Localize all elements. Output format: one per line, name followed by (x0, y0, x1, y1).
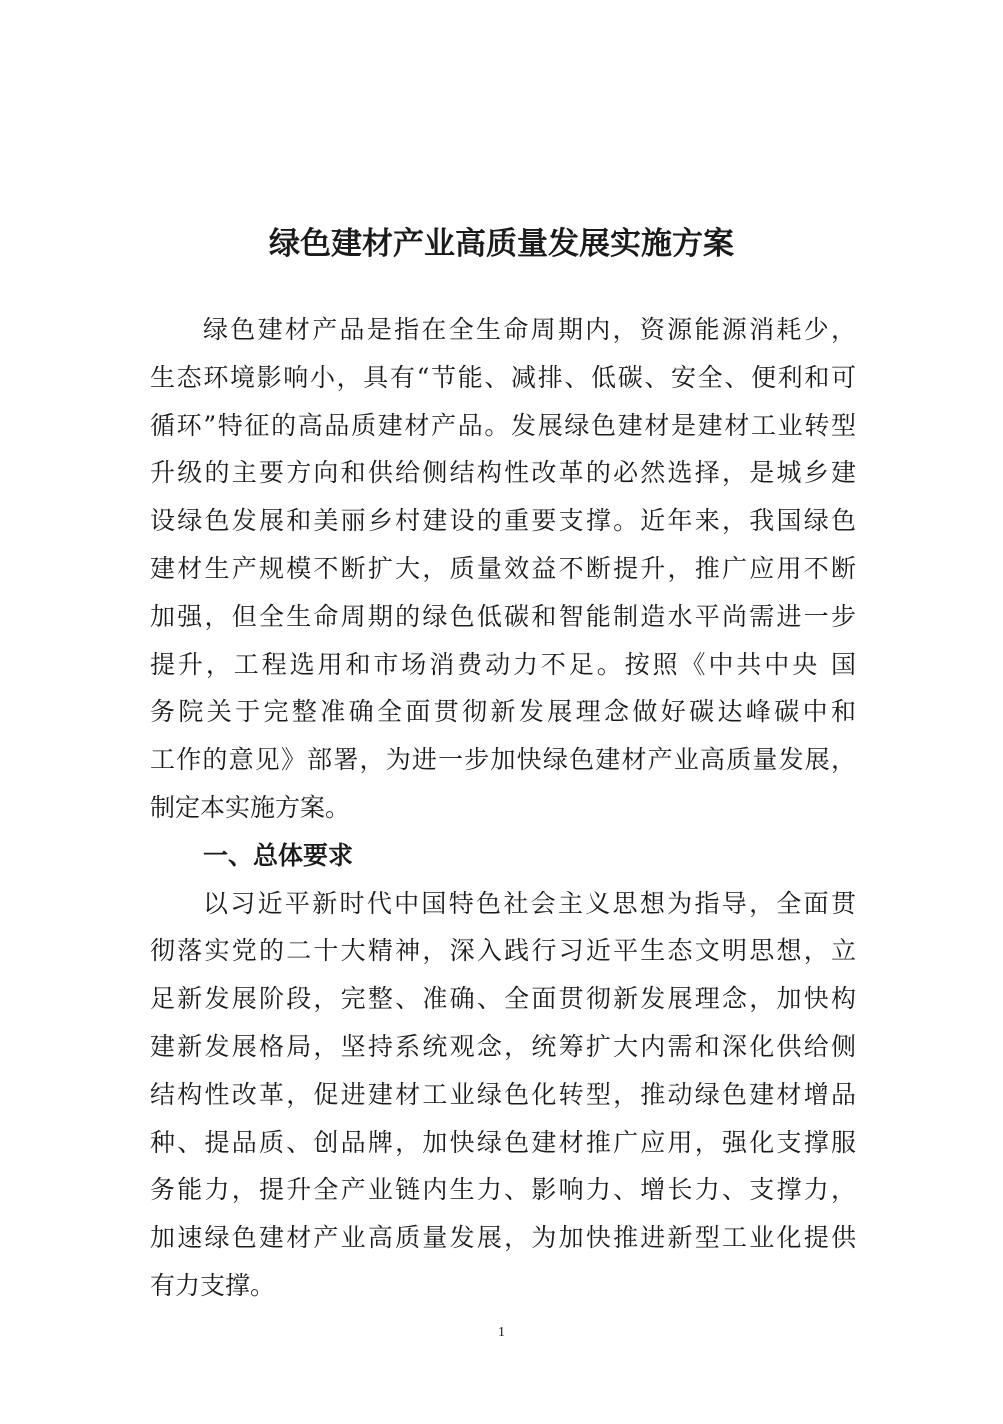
section-line: 结构性改革，促进建材工业绿色化转型，推动绿色建材增品 (150, 1079, 856, 1109)
intro-line: 建材生产规模不断扩大，质量效益不断提升，推广应用不断 (150, 553, 856, 583)
section-line: 务能力，提升全产业链内生力、影响力、增长力、支撑力， (150, 1175, 856, 1205)
document-title: 绿色建材产业高质量发展实施方案 (269, 226, 734, 262)
section-line: 有力支撑。 (150, 1270, 276, 1300)
section-line: 彻落实党的二十大精神，深入践行习近平生态文明思想，立 (150, 936, 856, 966)
intro-line: 制定本实施方案。 (150, 792, 351, 822)
section-heading: 一、总体要求 (203, 840, 354, 870)
intro-line: 工作的意见》部署，为进一步加快绿色建材产业高质量发展， (150, 745, 856, 775)
intro-line: 设绿色发展和美丽乡村建设的重要支撑。近年来，我国绿色 (150, 506, 856, 536)
intro-line: 循环”特征的高品质建材产品。发展绿色建材是建材工业转型 (150, 410, 856, 440)
intro-line: 绿色建材产品是指在全生命周期内，资源能源消耗少， (203, 315, 856, 344)
intro-line: 升级的主要方向和供给侧结构性改革的必然选择，是城乡建 (150, 458, 856, 488)
section-line: 以习近平新时代中国特色社会主义思想为指导，全面贯 (203, 888, 856, 918)
intro-line: 加强，但全生命周期的绿色低碳和智能制造水平尚需进一步 (150, 601, 856, 631)
section-line: 建新发展格局，坚持系统观念，统筹扩大内需和深化供给侧 (150, 1031, 856, 1061)
intro-line: 生态环境影响小，具有“节能、减排、低碳、安全、便利和可 (150, 362, 856, 392)
document-body (150, 306, 856, 1310)
section-line: 种、提品质、创品牌，加快绿色建材推广应用，强化支撑服 (150, 1127, 856, 1157)
page-number: 1 (498, 1325, 505, 1340)
intro-line: 提升，工程选用和市场消费动力不足。按照《中共中央 国 (150, 649, 856, 679)
section-line: 足新发展阶段，完整、准确、全面贯彻新发展理念，加快构 (150, 984, 856, 1014)
intro-line: 务院关于完整准确全面贯彻新发展理念做好碳达峰碳中和 (150, 697, 856, 727)
section-line: 加速绿色建材产业高质量发展，为加快推进新型工业化提供 (150, 1223, 856, 1253)
